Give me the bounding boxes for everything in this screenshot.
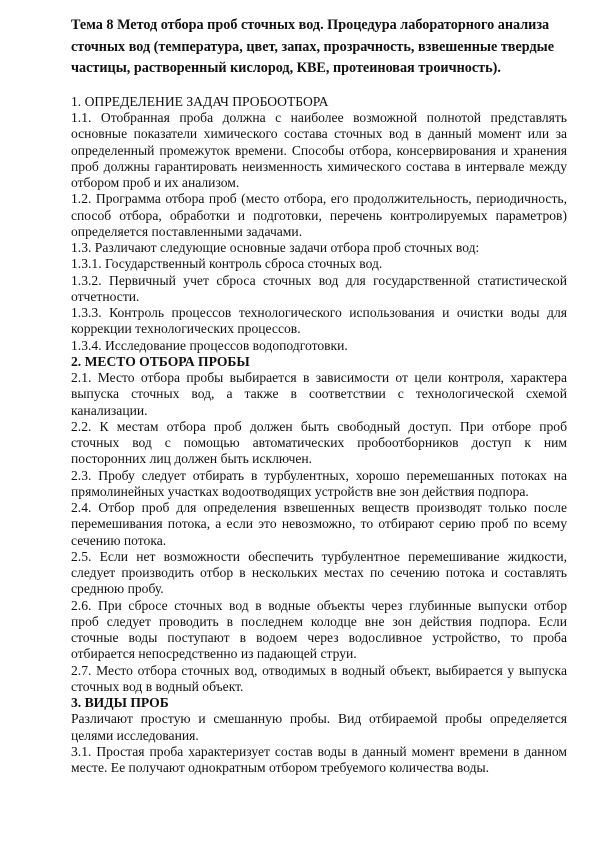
text-line: 3.1. Простая проба характеризует состав воды в данный момент времени в данном [71,743,567,759]
text-line: способ отбора, обработки и подготовки, перечень контролируемых параметров) [71,207,567,223]
text-line: сточных вод с помощью автоматических пробоотборников доступ к ним [71,435,567,451]
text-line: 2.7. Место отбора сточных вод, отводимых в водный объект, выбирается у выпуска [71,662,567,678]
text-line: отбирается непосредственно из падающей струи. [71,646,357,662]
text-line: определяется поставленными задачами. [71,223,303,239]
title-line: Тема 8 Метод отбора проб сточных вод. Процедура лабораторного анализа [71,17,550,33]
text-line: среднюю пробу. [71,581,164,597]
document-title [71,15,567,80]
text-line: 2.2. К местам отбора проб должен быть свободный доступ. При отборе проб [71,418,567,434]
text-line: следует производить отбор в нескольких местах по сечению потока и составлять [71,565,567,581]
text-line: 2.5. Если нет возможности обеспечить турбулентное перемешивание жидкости, [71,548,567,564]
text-line: канализации. [71,402,148,418]
text-line: отчетности. [71,288,140,304]
text-line: проб должны гарантировать неизменность химического состава в интервале между [71,158,567,174]
text-line: 1.3. Различают следующие основные задачи отбора проб сточных вод: [71,240,480,256]
text-line: 2.6. При сбросе сточных вод в водные объекты через глубинные выпуски отбор [71,597,567,613]
text-line: 1.2. Программа отбора проб (место отбора, его продолжительность, периодичность, [71,191,567,207]
text-line: 1.3.1. Государственный контроль сброса сточных вод. [71,256,383,272]
text-line: 1.3.3. Контроль процессов технологического использования и очистки воды для [71,305,567,321]
text-line: определенный промежуток времени. Способы отбора, консервирования и хранения [71,142,567,158]
text-line: целями исследования. [71,727,199,743]
section-heading: 2. МЕСТО ОТБОРА ПРОБЫ [71,353,250,369]
text-line: выпуска сточных вод, а также в соответствии с технологической схемой [71,386,567,402]
text-line: перемешивания потока, а если это невозможно, то отбирают серию проб по всему [71,516,567,532]
text-line: сечению потока. [71,532,167,548]
text-line: месте. Ее получают однократным отбором требуемого количества воды. [71,760,490,776]
text-line: проб следует проводить в последнем колодце вне зон действия подпора. Если [71,613,567,629]
text-line: Различают простую и смешанную пробы. Вид отбираемой пробы определяется [71,711,567,727]
text-line: 2.4. Отбор проб для определения взвешенных веществ производят только после [71,500,567,516]
text-line: сточные воды поступают в водоем через водосливное устройство, то проба [71,630,567,646]
text-line: 2.3. Пробу следует отбирать в турбулентных, хорошо перемешанных потоках на [71,467,567,483]
text-line: 1. ОПРЕДЕЛЕНИЕ ЗАДАЧ ПРОБООТБОРА [71,93,329,109]
text-line: 1.3.2. Первичный учет сброса сточных вод для государственной статистической [71,272,567,288]
text-line: 1.3.4. Исследование процессов водоподготовки. [71,337,348,353]
text-line: прямолинейных участках водоотводящих устройств вне зон действия подпора. [71,483,529,499]
text-line: посторонних лиц должен быть исключен. [71,451,313,467]
text-line: 2.1. Место отбора пробы выбирается в зависимости от цели контроля, характера [71,370,567,386]
text-line: отбором проб и их анализом. [71,175,240,191]
title-line: сточных вод (температура, цвет, запах, прозрачность, взвешенные твердые [71,38,555,55]
text-line: основные показатели химического состава сточных вод в данный момент или за [71,126,567,142]
text-line: коррекции технологических процессов. [71,321,301,337]
document-body [71,94,567,777]
title-line: частицы, растворенный кислород, КВЕ, протеиновая троичность). [71,60,501,77]
text-line: 1.1. Отобранная проба должна с наиболее возможной полнотой представлять [71,110,567,126]
text-line: сточных вод в водный объект. [71,678,244,694]
section-heading: 3. ВИДЫ ПРОБ [71,695,169,711]
